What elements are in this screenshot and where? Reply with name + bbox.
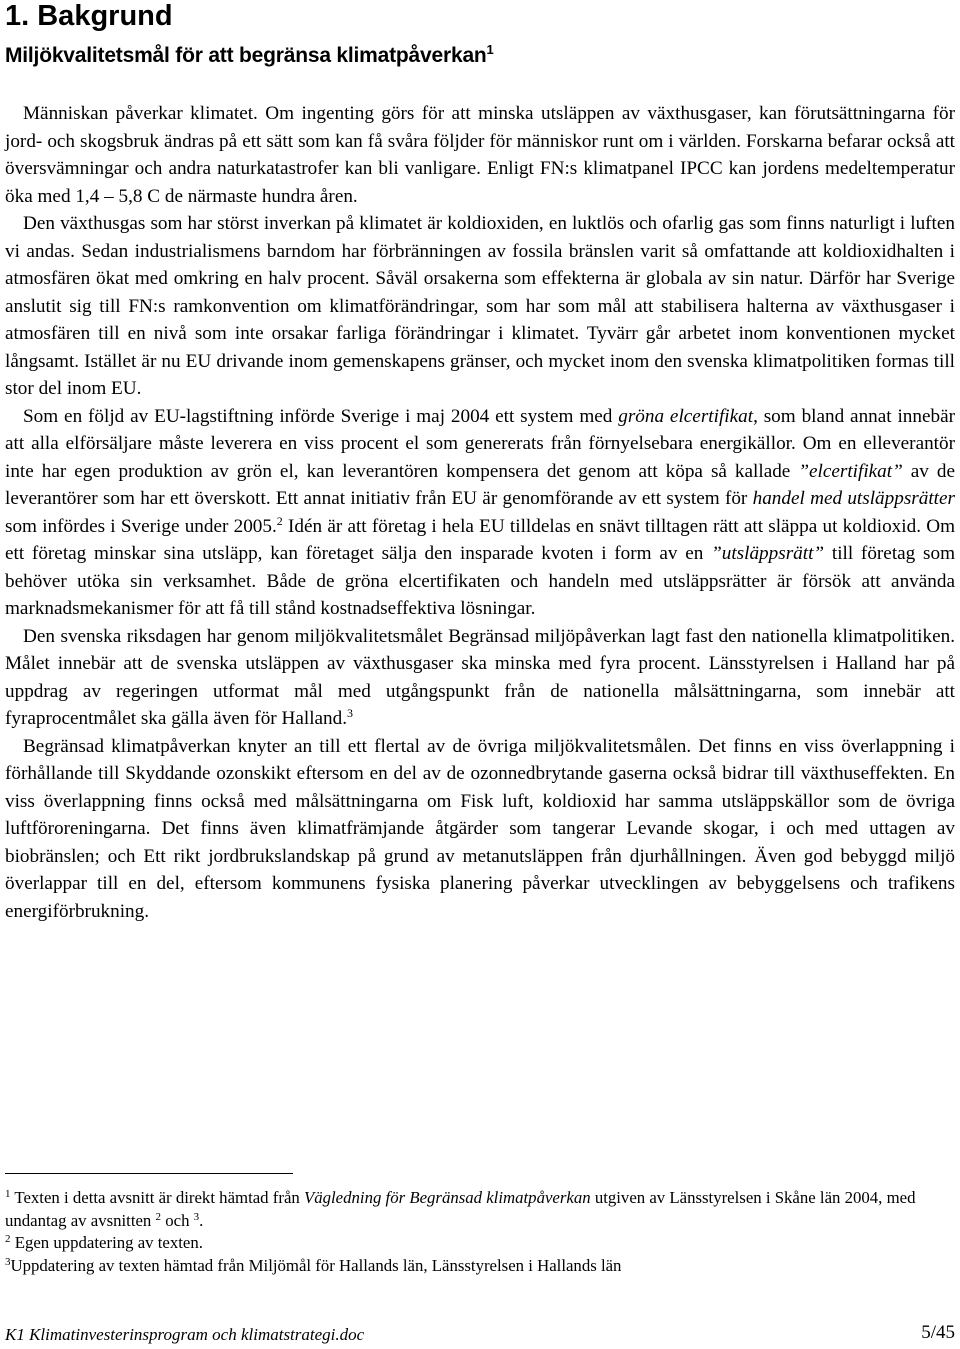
section-subtitle [5, 42, 494, 68]
term-elcertifikat: ”elcertifikat” [798, 460, 903, 482]
footnote-3: $^3$Uppdatering av texten hämtad från Miljömål för Hallands län, Länsstyrelsen i Hallands län [5, 1255, 622, 1275]
paragraph-5: Begränsad klimatpåverkan knyter an till ett flertal av de övriga miljökvalitetsmålen. Det finns en viss överlappning i förhållande till Skyddande ozonskikt eftersom en del av de ozonnedbrytande gaserna också bidrar till växthuseffekten. En viss överlappning finns också med målsättningarna om Fisk luft, koldioxid har samma utsläppskällor som de övriga luftföroreningarna. Det finns även klimatfrämjande åtgärder som tangerar Levande skogar, i och med uttagen av biobränslen; och Ett rikt jordbrukslandskap på grund av metanutsläppen från djurhållningen. Även god bebyggd miljö överlappar till en del, eftersom kommunens fysiska planering påverkar utvecklingen av bebyggelsens och trafikens energiförbrukning. [5, 735, 955, 922]
footnote-ref-2[interactable]: 2 [276, 513, 283, 528]
term-grona-elcertifikat: gröna elcertifikat [618, 405, 754, 427]
term-utslappsratt: ”utsläppsrätt” [711, 543, 825, 564]
footer-filename: K1 Klimatinvesterinsprogram och klimatstrategi.doc [5, 1325, 365, 1344]
paragraph-3: Som en följd av EU-lagstiftning införde Sverige i maj 2004 ett system med gröna elcertifikat, som bland annat innebär att alla elförsäljare måste leverera en viss procent el som genererats från förnyelsebara energikällor. Om en elleverantör inte har egen produktion av grön el, kan leverantören kompensera det genom att köpa så kallade ”elcertifikat” av de leverantörer som har ett överskott. Ett annat initiativ från EU är genomförande av ett system för handel med utsläppsrätter som infördes i Sverige under 2005.$^2$ Idén är att företag i hela EU tilldelas en snävt tilltagen rätt att släppa ut koldioxid. Om ett företag minskar sina utsläpp, kan företaget sälja den insparade kvoten i form av en ”utsläppsrätt” till företag som behöver utöka sin verksamhet. Både de gröna elcertifikaten och handeln med utsläppsrätter är försök att använda marknadsmekanismer för att få till stånd kostnadseffektiva lösningar. [5, 405, 956, 619]
footer-page-number: 5/45 [921, 1322, 955, 1343]
footnote-ref-1[interactable]: 1 [486, 42, 494, 57]
term-handel-med-utslappsratter: handel med utsläppsrätter [752, 488, 955, 509]
footnote-divider [5, 1173, 293, 1174]
body-text [5, 100, 955, 925]
footnote-2: $^2$ Egen uppdatering av texten. [5, 1233, 203, 1252]
footnotes [5, 1187, 955, 1277]
footnote-1: $^1$ Texten i detta avsnitt är direkt hämtad från Vägledning för Begränsad klimatpåverkan utgiven av Länsstyrelsen i Skåne län 2004, med undantag av avsnitten $^2$ och $^3$. [5, 1188, 916, 1230]
subtitle-text: Miljökvalitetsmål för att begränsa klimatpåverkan [5, 44, 487, 67]
paragraph-1: Människan påverkar klimatet. Om ingenting görs för att minska utsläppen av växthusgaser, kan förutsättningarna för jord- och skogsbruk ändras på ett sätt som kan få svåra följder för människor runt om i världen. Forskarna befarar också att översvämningar och andra naturkatastrofer kan bli vanligare. Enligt FN:s klimatpanel IPCC kan jordens medeltemperatur öka med 1,4 – 5,8 C de närmaste hundra åren. [5, 103, 955, 207]
footnote-ref-3[interactable]: 3 [347, 706, 354, 720]
section-heading: 1. Bakgrund [5, 0, 173, 32]
paragraph-2: Den växthusgas som har störst inverkan på klimatet är koldioxiden, en luktlös och ofarlig gas som finns naturligt i luften vi andas. Sedan industrialismens barndom har förbränningen av fossila bränslen varit så omfattande att koldioxidhalten i atmosfären ökat med omkring en halv procent. Såväl orsakerna som effekterna är globala av sin natur. Därför har Sverige anslutit sig till FN:s ramkonvention om klimatförändringar, som har som mål att stabilisera halterna av växthusgaser i atmosfären till en nivå som inte orsakar farliga förändringar i klimatet. Tyvärr går arbetet inom konventionen mycket långsamt. Istället är nu EU drivande inom gemenskapens gränser, och mycket inom den svenska klimatpolitiken formas till stor del inom EU. [5, 213, 955, 399]
paragraph-4: Den svenska riksdagen har genom miljökvalitetsmålet Begränsad miljöpåverkan lagt fast den nationella klimatpolitiken. Målet innebär att de svenska utsläppen av växthusgaser ska minska med fyra procent. Länsstyrelsen i Halland har på uppdrag av regeringen utformat mål med utgångspunkt från de nationella målsättningarna, som innebär att fyraprocentmålet ska gälla även för Halland.$^3$ [5, 625, 955, 729]
